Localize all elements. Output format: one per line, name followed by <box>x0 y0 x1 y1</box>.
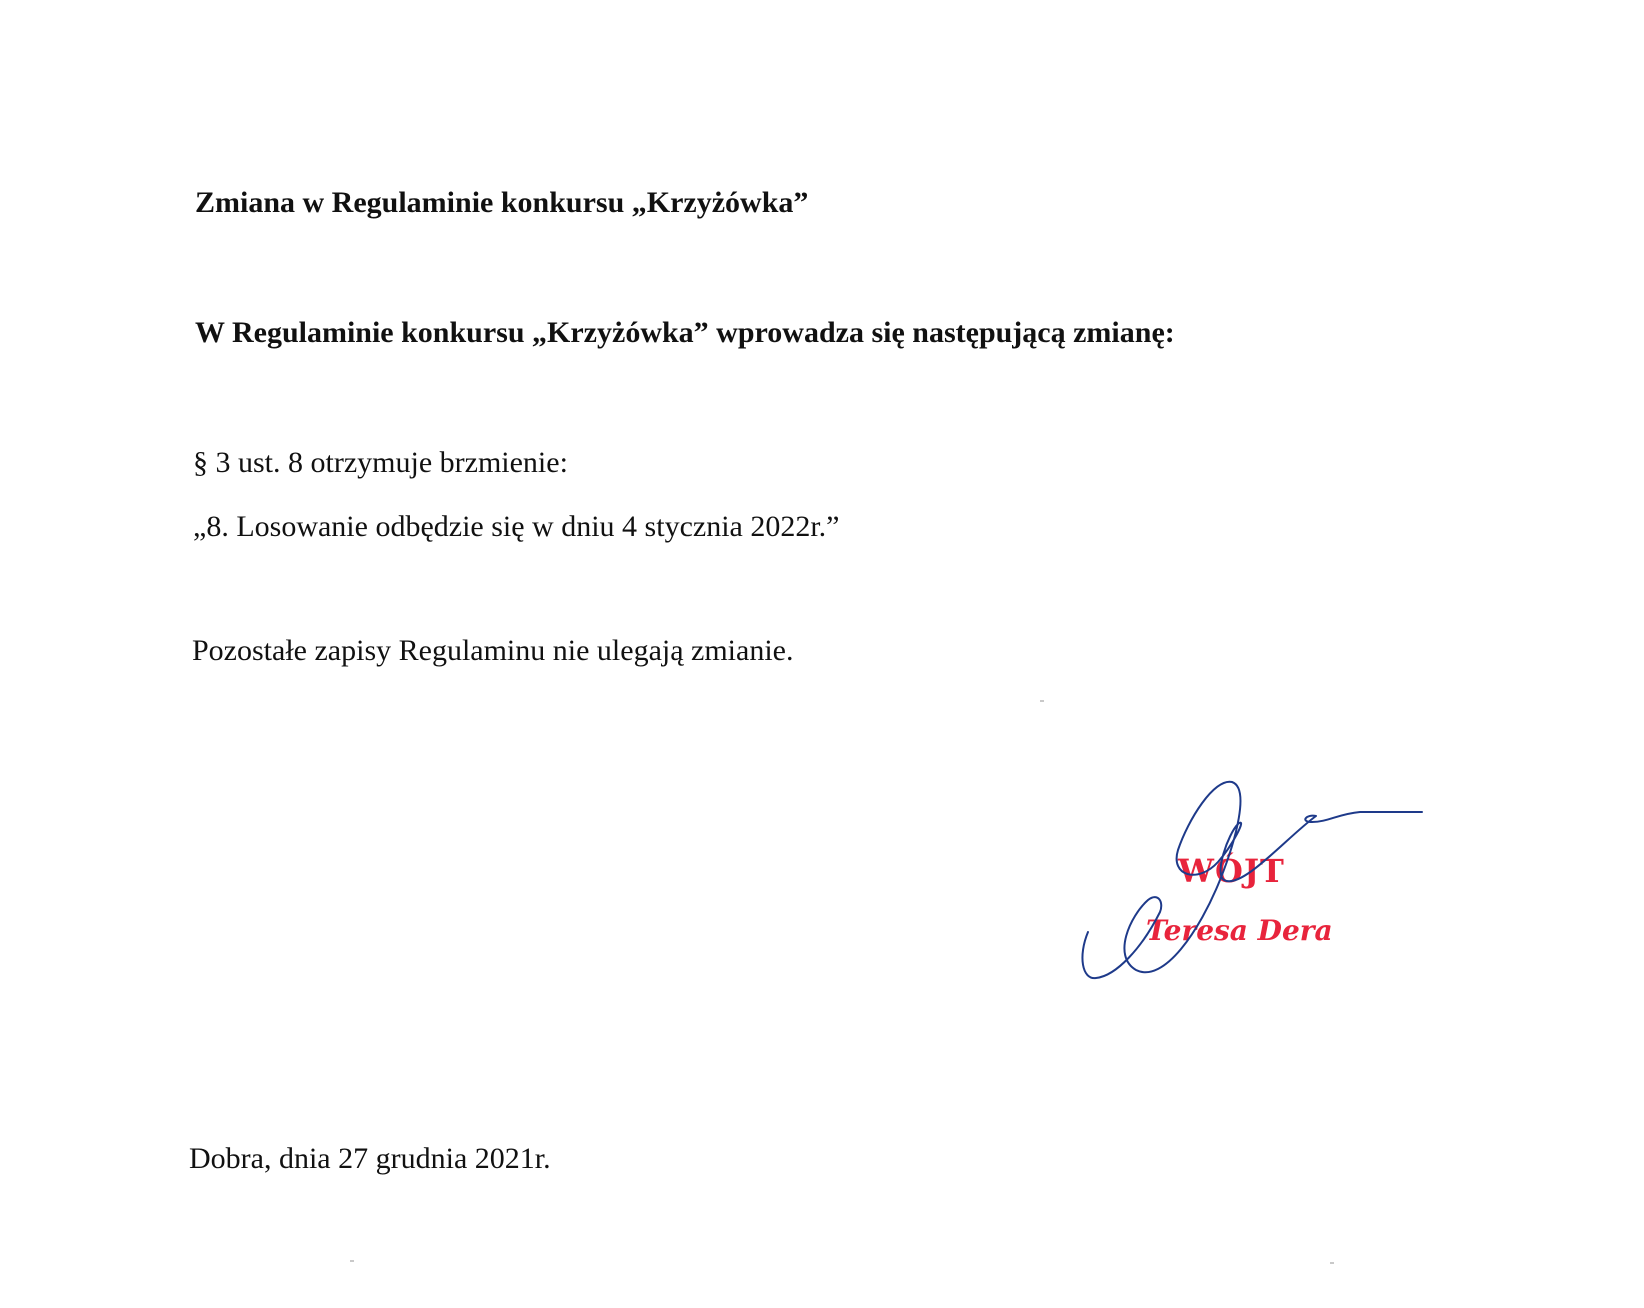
stamp-title: WÓJT <box>1178 852 1285 890</box>
document-title: Zmiana w Regulaminie konkursu „Krzyżówka” <box>195 186 809 219</box>
document-intro: W Regulaminie konkursu „Krzyżówka” wprowadza się następującą zmianę: <box>195 316 1175 349</box>
handwritten-signature <box>1060 780 1460 1000</box>
paragraph-text: „8. Losowanie odbędzie się w dniu 4 stycznia 2022r.” <box>193 510 840 543</box>
scan-speck <box>1330 1262 1334 1264</box>
signature-stroke <box>1082 782 1422 978</box>
closing-statement: Pozostałe zapisy Regulaminu nie ulegają zmianie. <box>192 634 794 667</box>
scan-speck <box>350 1260 354 1262</box>
place-and-date: Dobra, dnia 27 grudnia 2021r. <box>189 1142 551 1175</box>
scan-speck <box>1040 700 1044 702</box>
paragraph-reference: § 3 ust. 8 otrzymuje brzmienie: <box>193 446 568 479</box>
stamp-name: Teresa Dera <box>1146 914 1333 947</box>
